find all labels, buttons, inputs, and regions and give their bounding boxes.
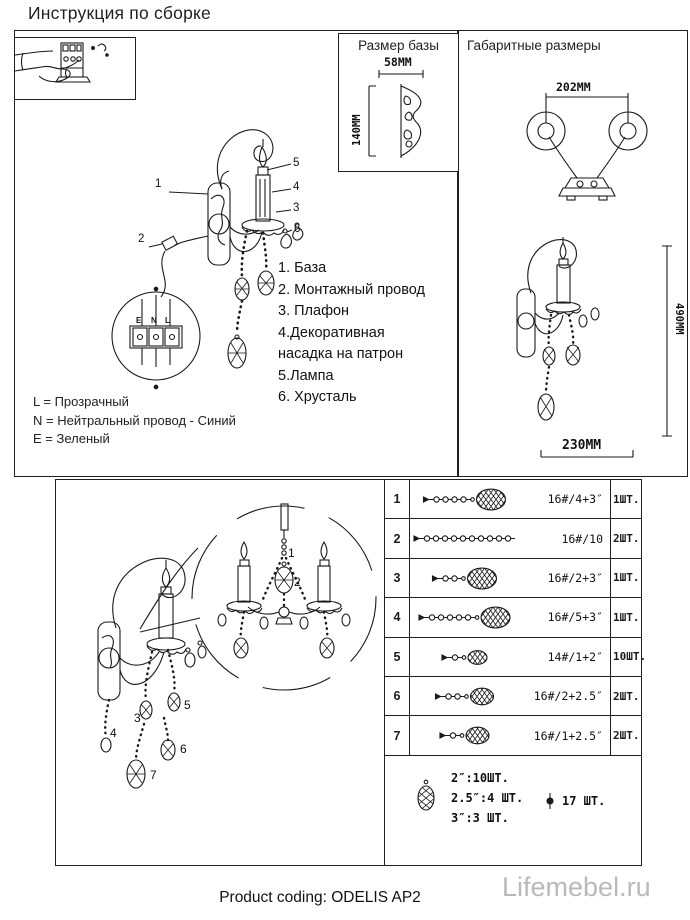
callout-2: 2 xyxy=(138,233,145,245)
page-title: Инструкция по сборке xyxy=(28,3,211,23)
assembly-callout-6: 6 xyxy=(180,742,187,756)
legend-line: N = Нейтральный провод - Синий xyxy=(33,412,236,428)
summary-line: 2.5″:4 ШТ. xyxy=(451,791,524,805)
summary-line: 2″:10ШТ. xyxy=(451,771,509,785)
summary-line: 3″:3 ШТ. xyxy=(451,811,509,825)
base-height-dim: 140MM xyxy=(351,114,363,146)
row-size: 16#/2+3″ xyxy=(547,570,603,585)
row-qty: 10ШТ. xyxy=(613,650,647,664)
hand-terminal-drawing xyxy=(15,38,135,99)
callout-4: 4 xyxy=(293,181,300,193)
assembly-detail-drawing xyxy=(56,480,384,865)
parts-list-line: 1. База xyxy=(278,260,327,276)
row-number: 1 xyxy=(385,480,410,518)
terminal-letter-l: L xyxy=(165,316,170,325)
assembly-callout-2: 2 xyxy=(294,575,301,589)
overall-dimensions-panel xyxy=(458,30,688,477)
base-size-title: Размер базы xyxy=(358,38,439,53)
parts-table-row xyxy=(385,677,641,716)
row-number: 5 xyxy=(385,638,410,676)
row-drawing-cell xyxy=(410,677,611,715)
watermark: Lifemebel.ru xyxy=(502,872,651,902)
legend-line: L = Прозрачный xyxy=(33,394,129,409)
assembly-callout-4: 4 xyxy=(110,726,117,740)
callout-6: 6 xyxy=(294,223,301,235)
crystal-summary-lines xyxy=(451,768,523,828)
row-size: 16#/1+2.5″ xyxy=(533,728,603,743)
callout-1: 1 xyxy=(155,178,162,190)
wall-mounting-illustration xyxy=(14,37,136,100)
wiring-legend xyxy=(33,393,236,449)
assembly-callout-3: 3 xyxy=(134,711,141,725)
row-size: 16#/10 xyxy=(561,531,603,546)
row-drawing-cell xyxy=(410,519,611,557)
parts-table-row xyxy=(385,480,641,519)
row-drawing-cell xyxy=(410,638,611,676)
row-drawing-cell xyxy=(410,716,611,754)
base-profile-drawing xyxy=(339,34,458,171)
bead-total-group xyxy=(545,792,605,810)
height-dim: 490MM xyxy=(673,303,685,335)
parts-list-line: 6. Хрусталь xyxy=(278,389,357,405)
parts-list-line: 3. Плафон xyxy=(278,303,350,319)
parts-list-line: насадка на патрон xyxy=(278,346,404,362)
row-size: 16#/4+3″ xyxy=(547,492,603,507)
row-qty: 1ШТ. xyxy=(613,610,640,624)
row-number: 3 xyxy=(385,559,410,597)
parts-table xyxy=(384,480,647,866)
callout-3: 3 xyxy=(293,202,300,214)
row-drawing-cell xyxy=(410,598,611,636)
row-qty: 2ШТ. xyxy=(613,532,640,546)
row-qty: 1ШТ. xyxy=(613,571,640,585)
row-qty: 2ШТ. xyxy=(613,729,640,743)
parts-table-row xyxy=(385,559,641,598)
row-number: 4 xyxy=(385,598,410,636)
terminal-letter-n: N xyxy=(151,316,157,325)
product-coding: Product coding: ODELIS AP2 xyxy=(219,889,421,906)
overall-dimensions-title: Габаритные размеры xyxy=(467,38,601,53)
callout-5: 5 xyxy=(293,157,300,169)
assembly-callout-5: 5 xyxy=(184,698,191,712)
row-drawing-cell xyxy=(410,559,611,597)
parts-detail-panel xyxy=(55,479,647,866)
row-size: 16#/2+2.5″ xyxy=(533,689,603,704)
parts-list-line: 2. Монтажный провод xyxy=(278,281,425,298)
row-qty: 2ШТ. xyxy=(613,689,640,703)
row-number: 7 xyxy=(385,716,410,754)
base-size-box xyxy=(338,33,459,172)
parts-table-row xyxy=(385,716,641,755)
top-width-dim: 202MM xyxy=(556,80,591,94)
row-number: 2 xyxy=(385,519,410,557)
row-size: 14#/1+2″ xyxy=(547,649,603,664)
crystal-icon xyxy=(413,778,439,814)
legend-line: E = Зеленый xyxy=(33,431,110,446)
bead-icon xyxy=(545,792,555,810)
assembly-callout-1: 1 xyxy=(288,546,295,560)
bead-total: 17 ШТ. xyxy=(562,794,606,808)
row-number: 6 xyxy=(385,677,410,715)
parts-table-row xyxy=(385,638,647,677)
terminal-letter-e: E xyxy=(136,316,142,325)
overall-dimensions-drawing xyxy=(459,31,687,476)
row-size: 16#/5+3″ xyxy=(547,610,603,625)
parts-list-line: 4.Декоративная xyxy=(278,324,385,341)
parts-summary xyxy=(385,756,641,866)
bottom-width-dim: 230MM xyxy=(562,438,602,453)
parts-table-row xyxy=(385,519,641,558)
parts-table-row xyxy=(385,598,641,637)
parts-list xyxy=(278,258,425,409)
parts-table-rows xyxy=(385,480,647,756)
row-drawing-cell xyxy=(410,480,611,518)
parts-list-line: 5.Лампа xyxy=(278,367,334,384)
assembly-callout-7: 7 xyxy=(150,768,157,782)
base-width-dim: 58MM xyxy=(384,55,412,69)
row-qty: 1ШТ. xyxy=(613,492,640,506)
